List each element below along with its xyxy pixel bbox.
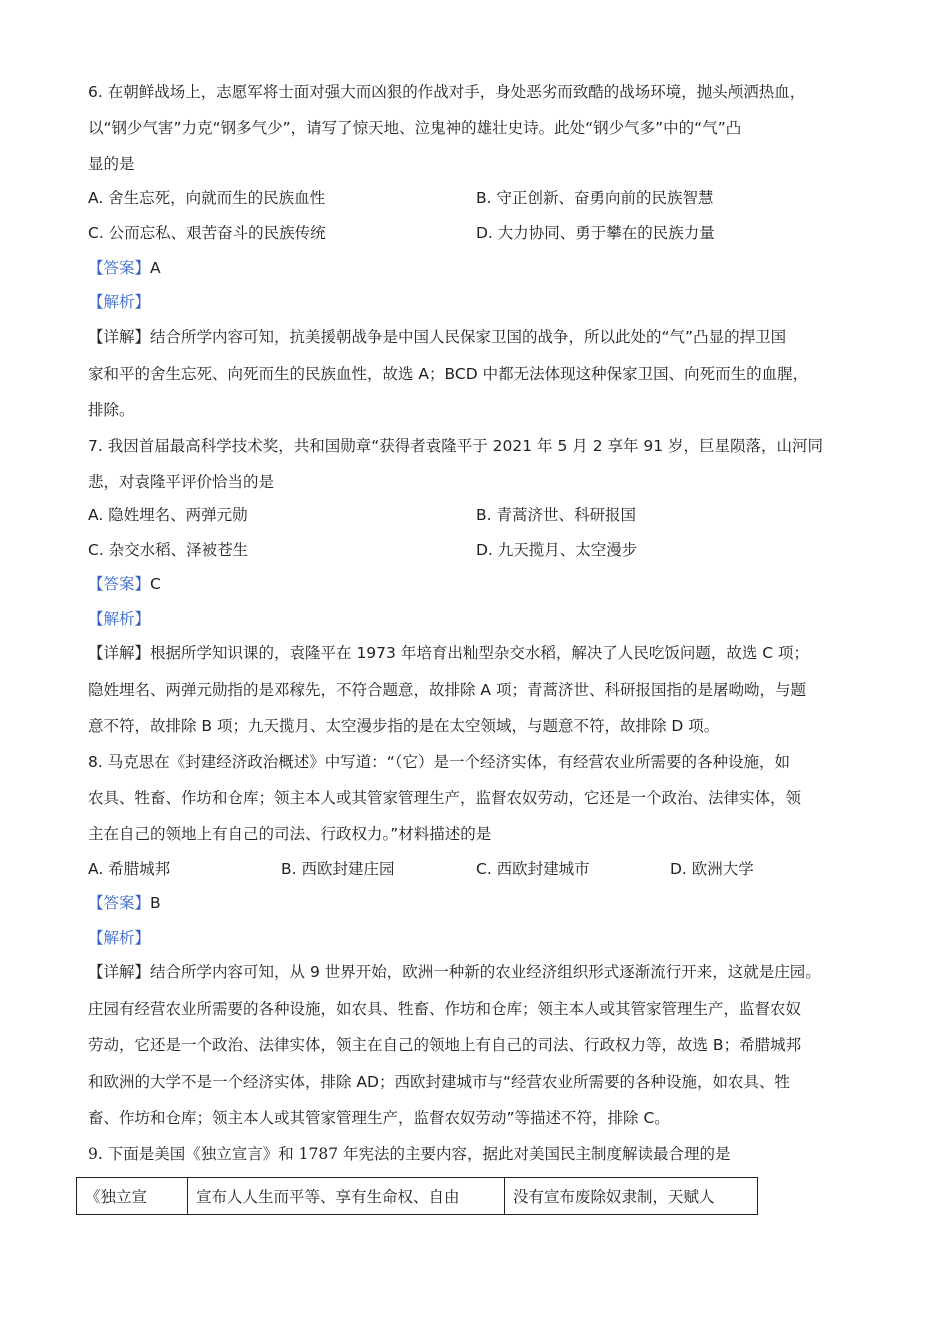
q7-analysis-tag: 【解析】	[88, 610, 151, 628]
q6-analysis-tag: 【解析】	[88, 293, 151, 311]
q8-stem-line-1: 8. 马克思在《封建经济政治概述》中写道：“（它）是一个经济实体，有经营农业所需要的各种设施，如	[88, 753, 790, 771]
q7-option-c: C. 杂交水稻、泽被苍生	[88, 541, 249, 559]
table-cell: 《独立宣	[77, 1178, 188, 1215]
q7-stem-line-2: 悲，对袁隆平评价恰当的是	[88, 473, 275, 491]
q6-stem-line-2: 以“钢少气害”力克“钢多气少”，请写了惊天地、泣鬼神的雄壮史诗。此处“钢少气多”中的“气”凸	[88, 119, 742, 137]
q7-answer	[88, 573, 161, 595]
q9-stem: 9. 下面是美国《独立宣言》和 1787 年宪法的主要内容，据此对美国民主制度解读最合理的是	[88, 1145, 731, 1163]
q7-option-a: A. 隐姓埋名、两弹元勋	[88, 506, 248, 524]
q8-option-d: D. 欧洲大学	[670, 860, 754, 878]
table-cell: 宣布人人生而平等、享有生命权、自由	[188, 1178, 505, 1215]
table-row	[77, 1178, 758, 1215]
detail-text: 根据所学知识课的，袁隆平在 1973 年培育出籼型杂交水稻，解决了人民吃饭问题，故选 C 项；	[150, 644, 809, 662]
q6-answer	[88, 257, 161, 279]
q8-analysis-tag: 【解析】	[88, 929, 151, 947]
q6-option-d: D. 大力协同、勇于攀在的民族力量	[476, 224, 715, 242]
q8-stem-line-2: 农具、牲畜、作坊和仓库；领主本人或其管家管理生产，监督农奴劳动，它还是一个政治、法律实体，领	[88, 789, 802, 807]
q8-detail-line-2: 庄园有经营农业所需要的各种设施，如农具、牲畜、作坊和仓库；领主本人或其管家管理生产，监督农奴	[88, 1000, 802, 1018]
q6-option-b: B. 守正创新、奋勇向前的民族智慧	[476, 189, 714, 207]
q6-detail-line-3: 排除。	[88, 401, 135, 419]
q8-detail-line-1	[88, 961, 821, 983]
q6-detail-line-2: 家和平的舍生忘死、向死而生的民族血性，故选 A；BCD 中都无法体现这种保家卫国、向死而生的血腥，	[88, 365, 809, 383]
q6-stem-line-3: 显的是	[88, 155, 135, 173]
q6-option-c: C. 公而忘私、艰苦奋斗的民族传统	[88, 224, 326, 242]
detail-tag: 【详解】	[88, 963, 151, 981]
detail-text: 结合所学内容可知，从 9 世界开始，欧洲一种新的农业经济组织形式逐渐流行开来，这就是庄园。	[150, 963, 821, 981]
q6-stem-line-1: 6. 在朝鲜战场上，志愿军将士面对强大而凶狠的作战对手，身处恶劣而致酷的战场环境，抛头颅洒热血，	[88, 83, 806, 101]
answer-value: C	[150, 575, 161, 593]
table-cell: 没有宣布废除奴隶制，天赋人	[505, 1178, 758, 1215]
answer-tag: 【答案】	[88, 259, 151, 277]
q7-detail-line-1	[88, 642, 809, 664]
detail-text: 结合所学内容可知，抗美援朝战争是中国人民保家卫国的战争，所以此处的“气”凸显的捍卫国	[150, 328, 787, 346]
q8-option-a: A. 希腊城邦	[88, 860, 171, 878]
q6-detail-line-1	[88, 326, 786, 348]
detail-tag: 【详解】	[88, 328, 151, 346]
q7-option-b: B. 青蒿济世、科研报国	[476, 506, 636, 524]
answer-value: A	[150, 259, 161, 277]
q8-stem-line-3: 主在自己的领地上有自己的司法、行政权力。”材料描述的是	[88, 825, 492, 843]
q8-detail-line-5: 畜、作坊和仓库；领主本人或其管家管理生产，监督农奴劳动”等描述不符，排除 C。	[88, 1109, 670, 1127]
answer-value: B	[150, 894, 161, 912]
q8-option-b: B. 西欧封建庄园	[281, 860, 395, 878]
q8-detail-line-3: 劳动，它还是一个政治、法律实体，领主在自己的领地上有自己的司法、行政权力等，故选 B；希腊城邦	[88, 1036, 802, 1054]
answer-tag: 【答案】	[88, 575, 151, 593]
answer-tag: 【答案】	[88, 894, 151, 912]
q6-option-a: A. 舍生忘死，向就而生的民族血性	[88, 189, 326, 207]
q7-option-d: D. 九天揽月、太空漫步	[476, 541, 638, 559]
q7-detail-line-3: 意不符，故排除 B 项；九天揽月、太空漫步指的是在太空领域，与题意不符，故排除 D 项。	[88, 717, 720, 735]
q8-answer	[88, 892, 161, 914]
detail-tag: 【详解】	[88, 644, 151, 662]
q9-table	[76, 1177, 758, 1215]
q7-stem-line-1: 7. 我因首届最高科学技术奖，共和国勋章“获得者袁隆平于 2021 年 5 月 2 享年 91 岁，巨星陨落，山河同	[88, 437, 824, 455]
q8-detail-line-4: 和欧洲的大学不是一个经济实体，排除 AD；西欧封建城市与“经营农业所需要的各种设施，如农具、牲	[88, 1073, 790, 1091]
q7-detail-line-2: 隐姓埋名、两弹元勋指的是邓稼先，不符合题意，故排除 A 项；青蒿济世、科研报国指的是屠呦呦，与题	[88, 681, 806, 699]
q8-option-c: C. 西欧封建城市	[476, 860, 590, 878]
